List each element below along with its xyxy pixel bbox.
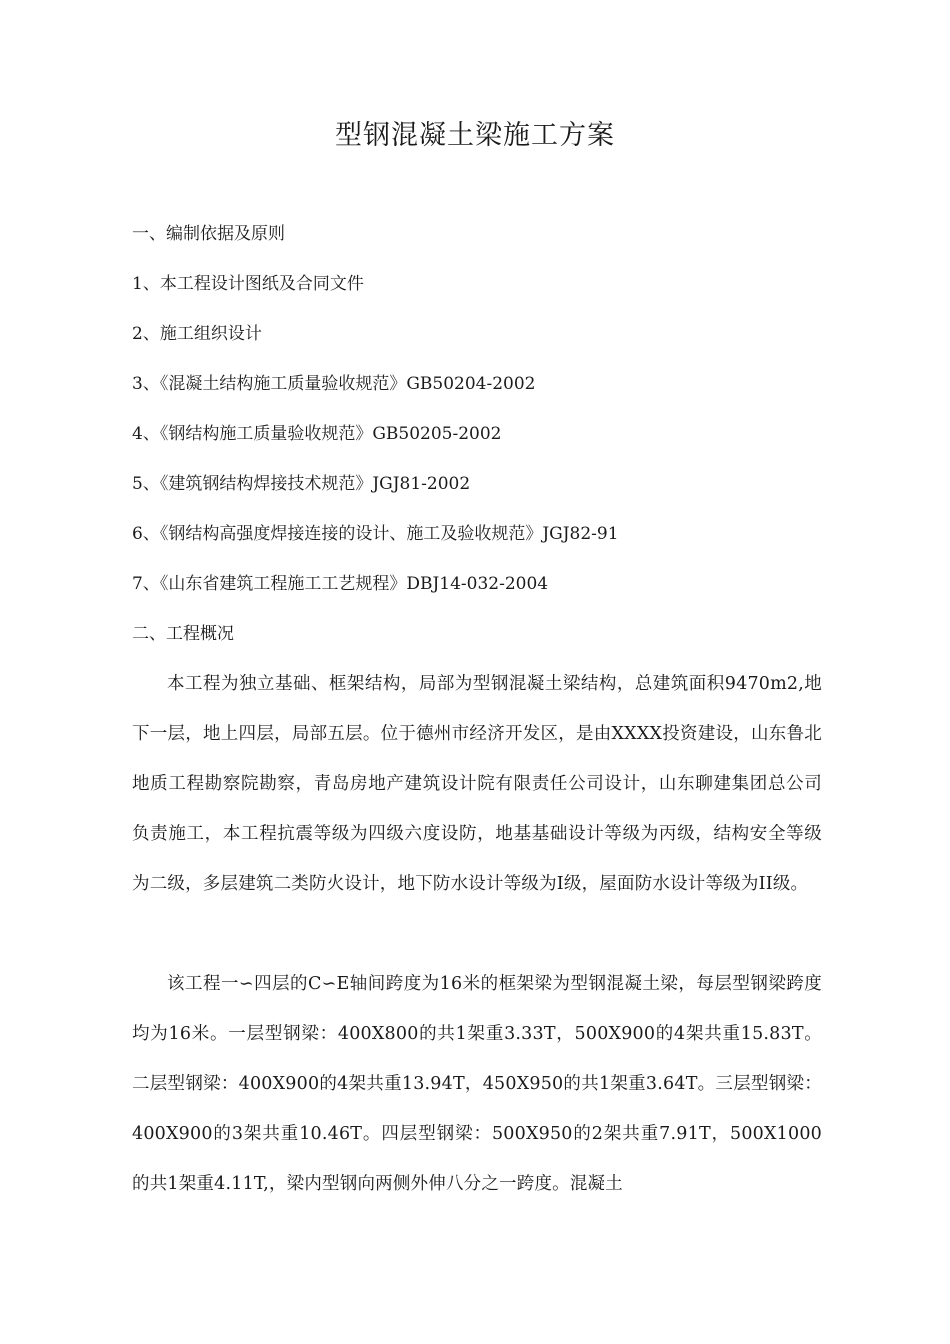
section-heading-basis: 一、编制依据及原则 bbox=[132, 224, 285, 244]
basis-item-4: 4、《钢结构施工质量验收规范》GB50205-2002 bbox=[132, 424, 502, 444]
section-heading-overview: 二、工程概况 bbox=[132, 624, 234, 644]
basis-item-7: 7、《山东省建筑工程施工工艺规程》DBJ14-032-2004 bbox=[132, 574, 549, 594]
overview-paragraph-2: 该工程一∽四层的C∽E轴间跨度为16米的框架梁为型钢混凝土梁，每层型钢梁跨度均为16米。一层型钢梁：400X800的共1架重3.33T，500X900的4架共重15.83T。二层型钢梁：400X900的4架共重13.94T，450X950的共1架重3.64T。三层型钢梁：400X900的3架共重10.46T。四层型钢梁：500X950的2架共重7.91T，500X1000的共1架重4.11T,，梁内型钢向两侧外伸八分之一跨度。混凝土 bbox=[132, 974, 822, 1194]
basis-item-1: 1、本工程设计图纸及合同文件 bbox=[132, 274, 364, 294]
basis-item-2: 2、施工组织设计 bbox=[132, 324, 262, 344]
basis-item-6: 6、《钢结构高强度焊接连接的设计、施工及验收规范》JGJ82-91 bbox=[132, 524, 619, 544]
basis-item-3: 3、《混凝土结构施工质量验收规范》GB50204-2002 bbox=[132, 374, 536, 394]
overview-paragraph-1: 本工程为独立基础、框架结构，局部为型钢混凝土梁结构，总建筑面积9470m2,地下一层，地上四层，局部五层。位于德州市经济开发区，是由XXXX投资建设，山东鲁北地质工程勘察院勘察，青岛房地产建筑设计院有限责任公司设计，山东聊建集团总公司负责施工，本工程抗震等级为四级六度设防，地基基础设计等级为丙级，结构安全等级为二级，多层建筑二类防火设计，地下防水设计等级为I级，屋面防水设计等级为II级。 bbox=[132, 674, 822, 894]
document-title: 型钢混凝土梁施工方案 bbox=[335, 120, 615, 151]
basis-item-5: 5、《建筑钢结构焊接技术规范》JGJ81-2002 bbox=[132, 474, 471, 494]
